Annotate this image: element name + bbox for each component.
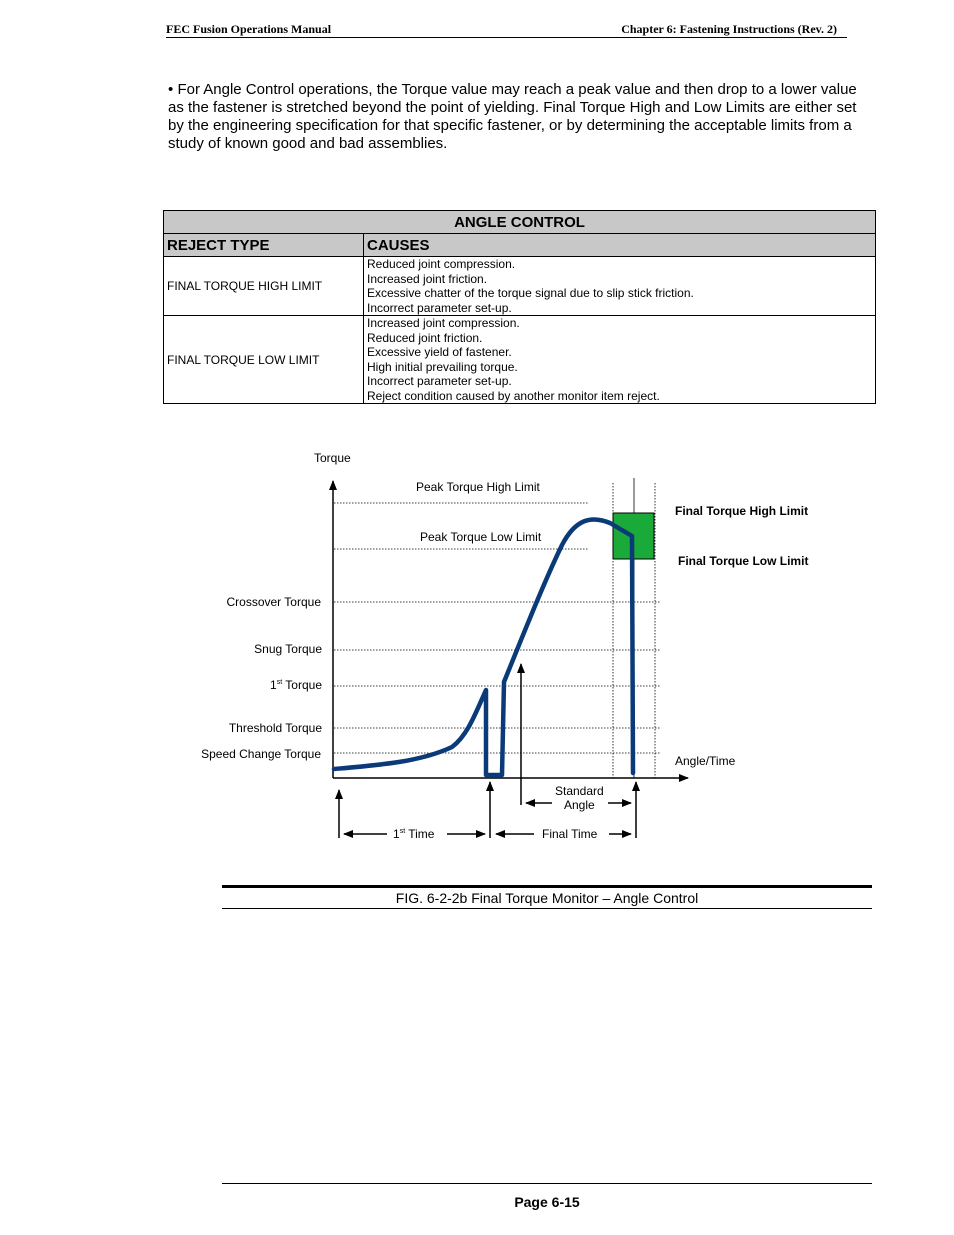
caption-bottom-rule — [222, 908, 872, 909]
chapter-title: Chapter 6: Fastening Instructions (Rev. 2) — [621, 22, 837, 36]
standard-angle-label-1: Standard — [555, 784, 604, 798]
first-torque-num: 1 — [270, 678, 277, 692]
first-torque-word: Torque — [282, 678, 322, 692]
first-time-num: 1 — [393, 827, 400, 841]
peak-low-label: Peak Torque Low Limit — [420, 530, 542, 544]
cause-line: High initial prevailing torque. — [367, 359, 518, 374]
x-axis-label: Angle/Time — [675, 754, 736, 768]
y-axis-label: Torque — [314, 451, 351, 465]
final-low-label: Final Torque Low Limit — [678, 554, 809, 568]
table-title: ANGLE CONTROL — [164, 211, 876, 234]
speed-change-label: Speed Change Torque — [201, 747, 321, 761]
cause-line: Increased joint friction. — [367, 271, 488, 286]
manual-title: FEC Fusion Operations Manual — [166, 22, 332, 36]
page-number: Page 6-15 — [514, 1194, 580, 1210]
figure-caption: FIG. 6-2-2b Final Torque Monitor – Angle Control — [395, 890, 699, 906]
snug-label: Snug Torque — [254, 642, 322, 656]
reject-type-cell: FINAL TORQUE HIGH LIMIT — [164, 257, 364, 316]
cause-line: Incorrect parameter set-up. — [367, 374, 512, 388]
reject-type-cell: FINAL TORQUE LOW LIMIT — [164, 316, 364, 404]
footer-rule — [222, 1183, 872, 1184]
col-causes: CAUSES — [364, 234, 876, 257]
cause-line: Reject condition caused by another monitor item reject. — [367, 388, 660, 403]
cause-line: Excessive chatter of the torque signal due to slip stick friction. — [367, 286, 694, 300]
first-time-label — [393, 827, 434, 841]
first-time-word: Time — [405, 827, 435, 841]
first-torque-sup: st — [276, 679, 283, 686]
cause-line: Increased joint compression. — [367, 316, 520, 330]
cause-line: Reduced joint friction. — [367, 330, 483, 345]
col-reject-type: REJECT TYPE — [164, 234, 364, 257]
peak-high-label: Peak Torque High Limit — [416, 480, 540, 494]
cause-line: Excessive yield of fastener. — [367, 345, 512, 359]
threshold-label: Threshold Torque — [228, 721, 322, 735]
first-time-sup: st — [399, 828, 406, 835]
final-time-label: Final Time — [542, 827, 598, 841]
cause-line: Reduced joint compression. — [367, 257, 516, 271]
standard-angle-label-2: Angle — [564, 798, 595, 812]
final-high-label: Final Torque High Limit — [675, 504, 809, 518]
crossover-label: Crossover Torque — [226, 595, 321, 609]
bullet-symbol: • — [168, 81, 174, 98]
first-torque-label — [270, 678, 322, 692]
torque-curve — [334, 519, 633, 775]
cause-line: Incorrect parameter set-up. — [367, 300, 512, 315]
bullet-text: For Angle Control operations, the Torque value may reach a peak value and then drop to a lower value as the fastener is stretched beyond the point of yielding. Final Torque High and Low Limits are either set by the engineering specification for that specific fastener, or by determining the acceptable limits from a study of known good and bad assemblies. — [168, 81, 857, 152]
caption-top-rule — [222, 885, 872, 888]
